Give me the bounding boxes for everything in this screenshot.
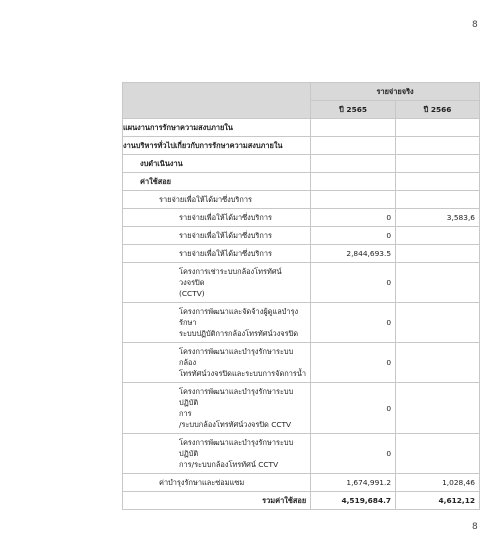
- expenditure-table: [122, 82, 480, 510]
- table-row: [123, 303, 480, 343]
- page-number-bottom: 8: [472, 522, 478, 532]
- row-label: [123, 434, 311, 474]
- row-value-2566: [396, 434, 480, 474]
- row-value-2566: 1,028,46: [396, 474, 480, 492]
- row-value-2565: 0: [311, 209, 396, 227]
- row-value-2566: [396, 383, 480, 434]
- row-label-line: โครงการพัฒนาและบำรุงรักษาระบบกล้อง: [179, 347, 294, 367]
- row-label-line: โครงการพัฒนาและบำรุงรักษาระบบปฏิบัติ: [179, 387, 294, 407]
- table-row: [123, 383, 480, 434]
- row-value-2566: [396, 263, 480, 303]
- row-value-2566: [396, 343, 480, 383]
- row-value-2566: [396, 173, 480, 191]
- row-label: ค่าบำรุงรักษาและซ่อมแซม: [123, 474, 311, 492]
- table-row: [123, 119, 480, 137]
- row-label-line: โครงการพัฒนาและบำรุงรักษาระบบปฏิบัติ: [179, 438, 294, 458]
- table-row: [123, 137, 480, 155]
- row-value-2565: [311, 137, 396, 155]
- header-year-2566: ปี 2566: [396, 101, 480, 119]
- header-actual-expenditure: รายจ่ายจริง: [311, 83, 480, 101]
- table-row: [123, 434, 480, 474]
- row-label-line: โครงการพัฒนาและจัดจ้างผู้ดูแลบำรุงรักษา: [179, 307, 299, 327]
- row-label-line: /ระบบกล้องโทรทัศน์วงจรปิด CCTV: [179, 420, 292, 429]
- row-label-line: (CCTV): [179, 289, 205, 298]
- total-value-2566: 4,612,12: [396, 492, 480, 510]
- total-row: [123, 492, 480, 510]
- row-label: รายจ่ายเพื่อให้ได้มาซึ่งบริการ: [123, 209, 311, 227]
- header-row-group: [123, 83, 480, 101]
- row-value-2566: [396, 227, 480, 245]
- row-label: งานบริหารทั่วไปเกี่ยวกับการรักษาความสงบภายใน: [123, 137, 311, 155]
- row-value-2566: [396, 191, 480, 209]
- row-label-line: การ: [179, 409, 192, 418]
- row-label: [123, 383, 311, 434]
- row-label: รายจ่ายเพื่อให้ได้มาซึ่งบริการ: [123, 191, 311, 209]
- table-row: [123, 245, 480, 263]
- table-row: [123, 155, 480, 173]
- row-value-2566: [396, 303, 480, 343]
- row-value-2566: [396, 245, 480, 263]
- table-row: [123, 209, 480, 227]
- row-label: แผนงานการรักษาความสงบภายใน: [123, 119, 311, 137]
- row-label: [123, 263, 311, 303]
- table-row: [123, 474, 480, 492]
- row-value-2566: 3,583,6: [396, 209, 480, 227]
- row-value-2565: 0: [311, 434, 396, 474]
- row-value-2565: 1,674,991.2: [311, 474, 396, 492]
- row-value-2566: [396, 119, 480, 137]
- total-value-2565: 4,519,684.7: [311, 492, 396, 510]
- table-row: [123, 191, 480, 209]
- table-row: [123, 263, 480, 303]
- header-year-2565: ปี 2565: [311, 101, 396, 119]
- row-value-2565: [311, 119, 396, 137]
- row-value-2565: [311, 173, 396, 191]
- row-label-line: โทรทัศน์วงจรปิดและระบบการจัดการน้ำ: [179, 369, 307, 378]
- row-label-line: ระบบปฏิบัติการกล้องโทรทัศน์วงจรปิด: [179, 329, 299, 338]
- row-value-2565: 0: [311, 263, 396, 303]
- row-label: [123, 343, 311, 383]
- row-value-2565: 2,844,693.5: [311, 245, 396, 263]
- row-label: งบดำเนินงาน: [123, 155, 311, 173]
- row-value-2565: 0: [311, 227, 396, 245]
- page-number-top: 8: [472, 20, 478, 30]
- row-label: [123, 303, 311, 343]
- table-row: [123, 173, 480, 191]
- total-label: รวมค่าใช้สอย: [123, 492, 311, 510]
- row-value-2565: [311, 155, 396, 173]
- row-value-2566: [396, 137, 480, 155]
- row-label: ค่าใช้สอย: [123, 173, 311, 191]
- row-value-2565: [311, 191, 396, 209]
- table-row: [123, 343, 480, 383]
- row-label-line: การ/ระบบกล้องโทรทัศน์ CCTV: [179, 460, 279, 469]
- header-blank-cell: [123, 83, 311, 119]
- row-value-2566: [396, 155, 480, 173]
- row-value-2565: 0: [311, 303, 396, 343]
- row-label: รายจ่ายเพื่อให้ได้มาซึ่งบริการ: [123, 227, 311, 245]
- row-label: รายจ่ายเพื่อให้ได้มาซึ่งบริการ: [123, 245, 311, 263]
- row-value-2565: 0: [311, 343, 396, 383]
- table-row: [123, 227, 480, 245]
- row-label-line: โครงการเช่าระบบกล้องโทรทัศน์วงจรปิด: [179, 267, 282, 287]
- row-value-2565: 0: [311, 383, 396, 434]
